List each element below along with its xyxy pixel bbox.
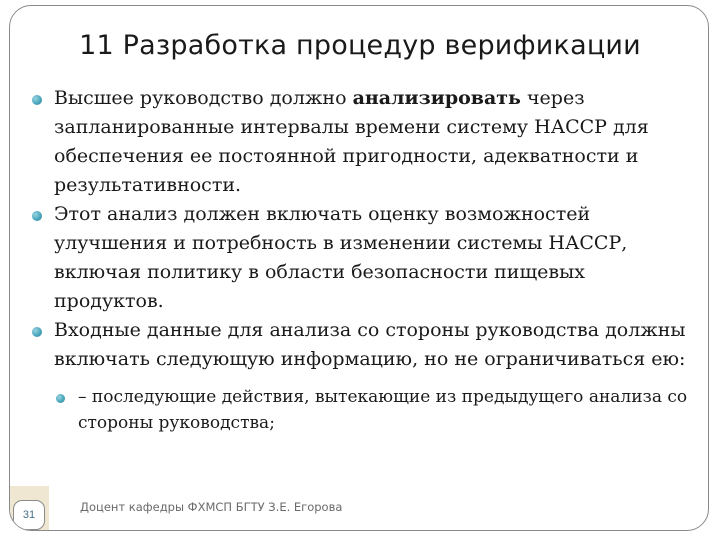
page-number: 31 — [13, 500, 45, 530]
bullet-emphasis: анализировать — [352, 87, 521, 109]
footer-author: Доцент кафедры ФХМСП БГТУ З.Е. Егорова — [80, 500, 343, 514]
bullet-text: через запланированные интервалы времени систему НАССР для обеспечения ее постоянной пригодности, адекватности и результативности. — [54, 87, 649, 196]
slide-title: 11 Разработка процедур верификации — [79, 30, 641, 61]
sub-bullet-text: – последующие действия, вытекающие из предыдущего анализа со стороны руководства; — [78, 387, 688, 433]
sub-bullet-item — [54, 384, 700, 436]
slide — [9, 5, 709, 531]
bullet-text: Этот анализ должен включать оценку возможностей улучшения и потребность в изменении системы НАССР, включая политику в области безопасности пищевых продуктов. — [54, 203, 628, 312]
bullet-item — [30, 84, 700, 200]
bullet-dot-icon — [32, 211, 42, 221]
sub-bullet-dot-icon — [56, 394, 65, 403]
slide-body — [30, 84, 700, 436]
bullet-dot-icon — [32, 95, 42, 105]
bullet-text: Высшее руководство должно — [54, 87, 353, 109]
bullet-item — [30, 200, 700, 316]
bullet-item — [30, 316, 700, 374]
bullet-dot-icon — [32, 327, 42, 337]
bullet-text: Входные данные для анализа со стороны руководства должны включать следующую информацию, но не ограничиваться ею: — [54, 319, 686, 370]
